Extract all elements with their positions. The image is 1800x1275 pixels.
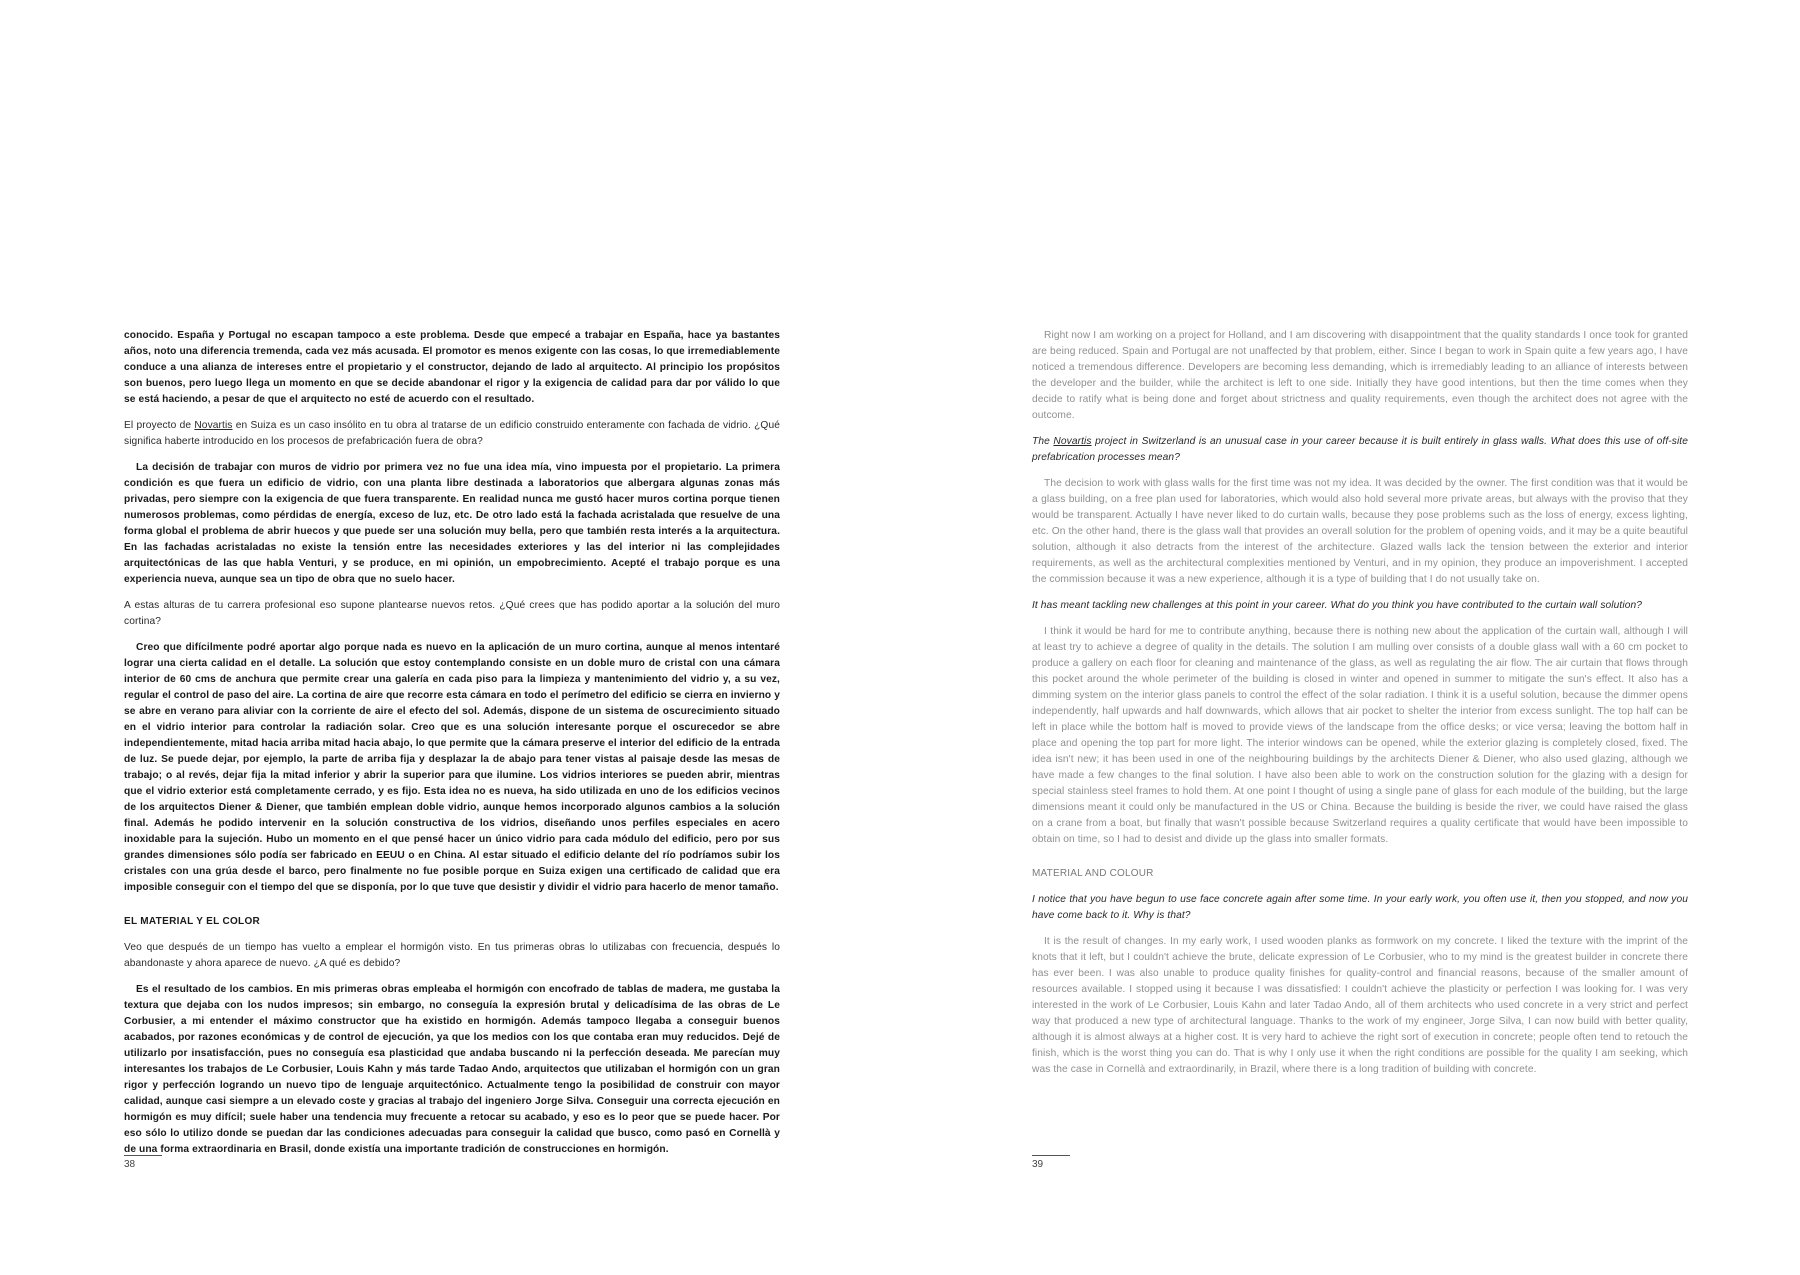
right-novartis-link[interactable]: Novartis: [1053, 436, 1092, 447]
left-question-novartis: [124, 418, 780, 450]
left-question-novartis-prefix: El proyecto de: [124, 420, 195, 431]
right-question-novartis-suffix: project in Switzerland is an unusual case in your career because it is built entirely in glass walls. What does this use of off-site prefabrication processes mean?: [1032, 436, 1688, 463]
left-answer-concrete: Es el resultado de los cambios. En mis primeras obras empleaba el hormigón con encofrado de tablas de madera, me gustaba la textura que dejaba con los nudos impresos; sin embargo, no conseguía la expresión brutal y delicadísima de las obras de Le Corbusier, a mi entender el máximo constructor que ha existido en hormigón. Además tampoco llegaba a conseguir buenos acabados, por razones económicas y de control de ejecución, ya que los medios con los que contaba eran muy reducidos. Dejé de utilizarlo por insatisfacción, pues no conseguía esa plasticidad que andaba buscando ni la perfección deseada. Me parecían muy interesantes los trabajos de Le Corbusier, Louis Kahn y más tarde Tadao Ando, arquitectos que utilizaban el hormigón con un gran rigor y perfección logrando un nuevo tipo de lenguaje arquitectónico. Actualmente tengo la posibilidad de construir con mayor calidad, aunque casi siempre a un elevado coste y gracias al trabajo del ingeniero Jorge Silva. Conseguir una correcta ejecución en hormigón es muy difícil; suele haber una tendencia muy frecuente a retocar su acabado, y eso es lo peor que se puede hacer. Por eso sólo lo utilizo donde se puedan dar las condiciones adecuadas para conseguir la calidad que busco, como pasó en Cornellà y de una forma extraordinaria en Brasil, donde existía una importante tradición de construcciones en hormigón.: [124, 984, 780, 1155]
right-section-heading: MATERIAL AND COLOUR: [1032, 868, 1154, 879]
left-answer-curtain-wall: Creo que difícilmente podré aportar algo porque nada es nuevo en la aplicación de un muro cortina, aunque al menos intentaré lograr una cierta calidad en el detalle. La solución que estoy contemplando consiste en un doble muro de cristal con una cámara interior de 60 cms de anchura que permite crear una galería en cada piso para la limpieza y mantenimiento del vidrio y, a su vez, regular el control de paso del aire. La cortina de aire que recorre esta cámara en todo el perímetro del edificio se cierra en invierno y se abre en verano para aliviar con la corriente de aire el efecto del sol. Además, dispone de un sistema de oscurecimiento situado en el vidrio interior para controlar la radiación solar. Creo que es una solución interesante porque el oscurecedor se abre independientemente, mitad hacia arriba mitad hacia abajo, lo que permite que la cámara preserve el interior del edificio de la entrada de luz. Se puede dejar, por ejemplo, la parte de arriba fija y desplazar la de abajo para tener vistas al paisaje desde las mesas de trabajo; o al revés, dejar fija la mitad inferior y abrir la superior para que ilumine. Los vidrios interiores se pueden abrir, mientras que el vidrio exterior está completamente cerrado, y es fijo. Esta idea no es nueva, ha sido utilizada en uno de los edificios vecinos de los arquitectos Diener & Diener, que también emplean doble vidrio, aunque hemos incorporado algunos cambios a la solución final. Además he podido intervenir en la solución constructiva de los vidrios, diseñando unos perfiles especiales en acero inoxidable para la sujeción. Hubo un momento en el que pensé hacer un único vidrio para cada módulo del edificio, pero por sus grandes dimensiones sólo podía ser fabricado en EEUU o en China. Al estar situado el edificio delante del río podríamos subir los cristales con una grúa desde el barco, pero finalmente no fue posible porque en Suiza exigen una certificado de calidad que era imposible conseguir con el tiempo del que se disponía, por lo que tuve que desistir y dividir el vidrio para hacerlo de menor tamaño.: [124, 642, 780, 893]
left-question-novartis-suffix: en Suiza es un caso insólito en tu obra al tratarse de un edificio construido enteramente con fachada de vidrio. ¿Qué significa haberte introducido en los procesos de prefabricación fuera de obra?: [124, 420, 780, 447]
right-page: [900, 0, 1800, 1275]
left-page-number: 38: [124, 1159, 136, 1170]
left-question-concrete: Veo que después de un tiempo has vuelto a emplear el hormigón visto. En tus primeras obras lo utilizabas con frecuencia, después lo abandonaste y ahora aparece de nuevo. ¿A qué es debido?: [124, 942, 780, 969]
right-question-novartis: [1032, 434, 1688, 466]
right-question-concrete: I notice that you have begun to use face concrete again after some time. In your early work, you often use it, then you stopped, and now you have come back to it. Why is that?: [1032, 894, 1688, 921]
right-answer-concrete: It is the result of changes. In my early work, I used wooden planks as formwork on my concrete. I liked the texture with the imprint of the knots that it left, but I couldn't achieve the brute, delicate expression of Le Corbusier, who to my mind is the greatest builder in concrete there has ever been. I was also unable to produce quality finishes for quality-control and financial reasons, because of the smaller amount of resources available. I stopped using it because I was dissatisfied: I couldn't achieve the plasticity or perfection I was looking for. I was very interested in the work of Le Corbusier, Louis Kahn and later Tadao Ando, all of them architects who used concrete in a very strict and perfect way that produced a new type of architectural language. Thanks to the work of my engineer, Jorge Silva, I can now build with better quality, although it is almost always at a higher cost. It is very hard to achieve the right sort of execution in concrete; people often tend to retouch the finish, which is the worst thing you can do. That is why I only use it when the right conditions are possible for the quality I am seeking, which was the case in Cornellà and extraordinarily, in Brazil, where there is a long tradition of building with concrete.: [1032, 936, 1688, 1075]
right-question-novartis-prefix: The: [1032, 436, 1054, 447]
right-page-number: 39: [1032, 1159, 1044, 1170]
left-section-heading: EL MATERIAL Y EL COLOR: [124, 916, 261, 927]
right-answer-novartis: The decision to work with glass walls for the first time was not my idea. It was decided by the owner. The first condition was that it would be a glass building, on a free plan used for laboratories, which would also hold several more private areas, but always with the proviso that they would be transparent. Actually I have never liked to do curtain walls, because they pose problems such as the loss of energy, excess lighting, etc. On the other hand, there is the glass wall that provides an overall solution for the problem of opening voids, and it may be a quite beautiful solution, although it also detracts from the interest of the architecture. Glazed walls lack the tension between the exterior and interior requirements, as well as the architectural complexities mentioned by Venturi, and in my opinion, they produce an impoverishment. I accepted the commission because it was a new experience, although it is a type of building that I do not usually take on.: [1032, 478, 1688, 585]
left-novartis-link[interactable]: Novartis: [194, 420, 233, 431]
left-question-curtain-wall: A estas alturas de tu carrera profesional eso supone plantearse nuevos retos. ¿Qué crees que has podido aportar a la solución del muro cortina?: [124, 600, 780, 627]
left-intro-paragraph: conocido. España y Portugal no escapan tampoco a este problema. Desde que empecé a trabajar en España, hace ya bastantes años, noto una diferencia tremenda, cada vez más acusada. El promotor es menos exigente con las cosas, lo que irremediablemente conduce a una alianza de intereses entre el propietario y el constructor, dejando de lado al arquitecto. Al principio los propósitos son buenos, pero luego llega un momento en que se decide abandonar el rigor y la exigencia de calidad para dar por válido lo que se está haciendo, a pesar de que el arquitecto no esté de acuerdo con el resultado.: [124, 330, 780, 405]
right-question-curtain-wall: It has meant tackling new challenges at this point in your career. What do you think you have contributed to the curtain wall solution?: [1032, 600, 1642, 611]
right-footer-rule: [1032, 1155, 1070, 1156]
right-text-column: [1032, 328, 1688, 1088]
right-intro-paragraph: Right now I am working on a project for Holland, and I am discovering with disappointment that the quality standards I once took for granted are being reduced. Spain and Portugal are not unaffected by that problem, either. Since I began to work in Spain quite a few years ago, I have noticed a tremendous difference. Developers are becoming less demanding, which is irremediably leading to an alliance of interests between the developer and the builder, while the architect is left to one side. Initially they have good intentions, but then the time comes when they decide to ratify what is being done and forget about strictness and quality requirements, even though the architect does not agree with the outcome.: [1032, 330, 1688, 421]
left-answer-novartis: La decisión de trabajar con muros de vidrio por primera vez no fue una idea mía, vino impuesta por el propietario. La primera condición es que fuera un edificio de vidrio, con una planta libre destinada a laboratorios que albergara algunas zonas más privadas, pero siempre con la exigencia de que fuera transparente. En realidad nunca me gustó hacer muros cortina porque tienen numerosos problemas, como pérdidas de energía, exceso de luz, etc. De otro lado está la fachada acristalada que resuelve de una forma global el problema de abrir huecos y que puede ser una solución muy bella, pero que también resta interés a la arquitectura. En las fachadas acristaladas no existe la tensión entre las necesidades exteriores y las del interior ni las complejidades arquitectónicas de las que habla Venturi, y se produce, en mi opinión, un empobrecimiento. Acepté el trabajo porque es una experiencia nueva, aunque sea un tipo de obra que no suelo hacer.: [124, 462, 780, 585]
right-answer-curtain-wall: I think it would be hard for me to contribute anything, because there is nothing new about the application of the curtain wall, although I will at least try to achieve a degree of quality in the details. The solution I am mulling over consists of a double glass wall with a 60 cm pocket to produce a gallery on each floor for cleaning and maintenance of the glass, as well as regulating the air flow. The air curtain that flows through this pocket around the whole perimeter of the building is closed in winter and opened in summer to mitigate the sun's effect. It also has a dimming system on the interior glass panels to control the effect of the solar radiation. I think it is a useful solution, because the dimmer opens independently, half upwards and half downwards, which allows that air pocket to shelter the interior from excess sunlight. The top half can be left in place while the bottom half is moved to provide views of the landscape from the office desks; or vice versa; leaving the bottom half in place and opening the top part for more light. The interior windows can be opened, while the exterior glazing is completely closed, fixed. The idea isn't new; it has been used in one of the neighbouring buildings by the architects Diener & Diener, who also used glazing, although we have made a few changes to the final solution. I have also been able to work on the construction solution for the glazing with a design for special stainless steel frames to hold them. At one point I thought of using a single pane of glass for each module of the building, but the large dimensions meant it could only be manufactured in the US or China. Because the building is beside the river, we could have raised the glass on a crane from a boat, but finally that wasn't possible because Switzerland requires a quality certificate that would have been impossible to obtain on time, so I had to desist and divide up the glass into smaller formats.: [1032, 626, 1688, 845]
left-text-column: [124, 328, 780, 1168]
left-footer-rule: [124, 1155, 162, 1156]
